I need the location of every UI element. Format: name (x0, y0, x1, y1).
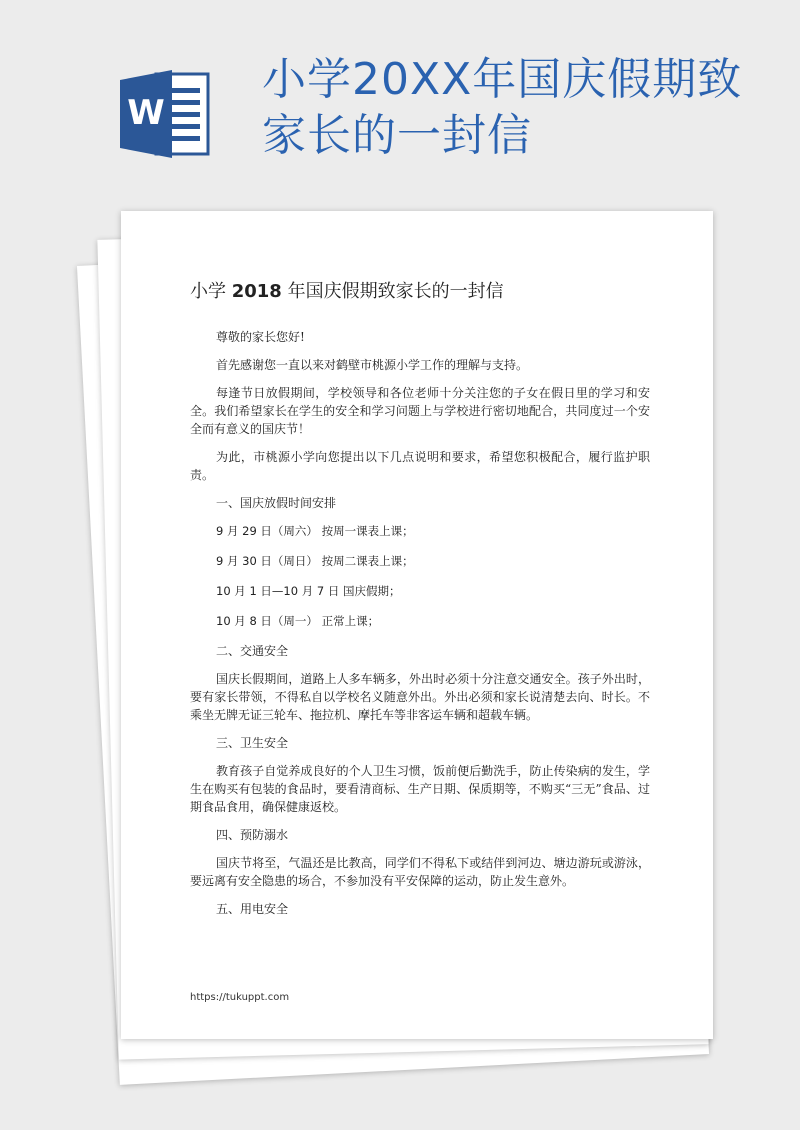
section-heading-electricity: 五、用电安全 (216, 902, 289, 916)
paragraph-traffic: 国庆长假期间，道路上人多车辆多，外出时必须十分注意交通安全。孩子外出时，要有家长带领，不得私自以学校名义随意外出。外出必须和家长说清楚去向、时长。不乘坐无牌无证三轮车、拖拉机、摩托车等非客运车辆和超载车辆。 (190, 672, 650, 722)
svg-text:W: W (127, 93, 165, 133)
paragraph-requirements: 为此，市桃源小学向您提出以下几点说明和要求，希望您积极配合，履行监护职责。 (190, 450, 650, 482)
section-heading-traffic: 二、交通安全 (216, 644, 289, 658)
section-heading-schedule: 一、国庆放假时间安排 (216, 496, 337, 510)
schedule-item: 9 月 29 日（周六） 按周一课表上课； (216, 524, 414, 538)
schedule-item: 10 月 8 日（周一） 正常上课； (216, 614, 380, 628)
footer-url: https://tukuppt.com (190, 992, 290, 1003)
paragraph-thanks: 首先感谢您一直以来对鹤壁市桃源小学工作的理解与支持。 (216, 358, 529, 372)
schedule-item: 10 月 1 日—10 月 7 日 国庆假期； (216, 584, 401, 598)
document-title: 小学 2018 年国庆假期致家长的一封信 (190, 281, 504, 302)
document-body (190, 278, 650, 928)
section-heading-drowning: 四、预防溺水 (216, 828, 289, 842)
schedule-item: 9 月 30 日（周日） 按周二课表上课； (216, 554, 414, 568)
paragraph-intro: 每逢节日放假期间，学校领导和各位老师十分关注您的子女在假日里的学习和安全。我们希望家长在学生的安全和学习问题上与学校进行密切地配合，共同度过一个安全而有意义的国庆节！ (190, 386, 650, 436)
paragraph-drowning: 国庆节将至，气温还是比教高，同学们不得私下或结伴到河边、塘边游玩或游泳，要远离有安全隐患的场合，不参加没有平安保障的运动，防止发生意外。 (190, 856, 650, 888)
paragraph-hygiene: 教育孩子自觉养成良好的个人卫生习惯，饭前便后勤洗手，防止传染病的发生，学生在购买有包装的食品时，要看清商标、生产日期、保质期等，不购买“三无”食品、过期食品食用，确保健康返校。 (190, 764, 650, 814)
page-title: 小学20XX年国庆假期致家长的一封信 (262, 54, 743, 161)
greeting: 尊敬的家长您好! (216, 330, 305, 344)
word-doc-icon (116, 66, 212, 162)
section-heading-hygiene: 三、卫生安全 (216, 736, 289, 750)
